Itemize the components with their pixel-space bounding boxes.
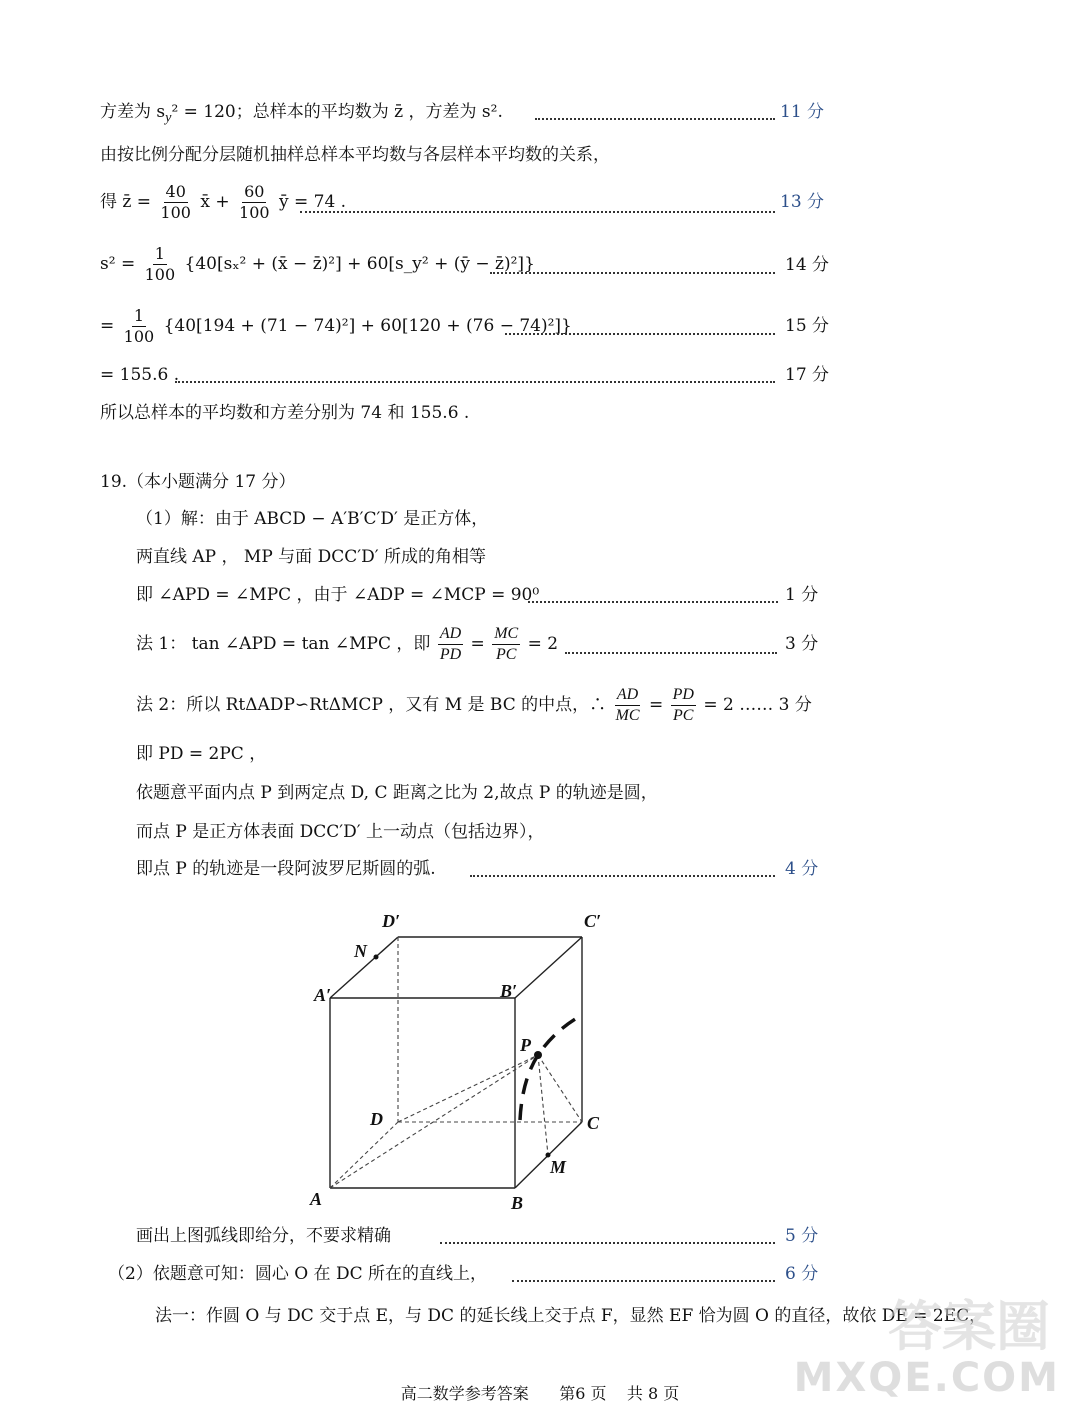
drawing-note: 画出上图弧线即给分，不要求精确 (136, 1226, 391, 1246)
point-P (534, 1051, 542, 1059)
leader-dots (490, 272, 775, 274)
denominator: 100 (123, 327, 155, 346)
label-Bp: B′ (500, 981, 518, 1001)
text: = 2 …… (703, 695, 774, 715)
score-11: 11 分 (780, 102, 825, 122)
text: ² = 120；总样本的平均数为 z̄ ，方差为 s². (171, 102, 503, 122)
leader-dots (512, 1280, 775, 1282)
fraction (143, 244, 178, 285)
leader-dots (528, 601, 778, 603)
text: ȳ = 74 . (278, 192, 347, 212)
score-3a: 3 分 (785, 634, 819, 654)
fraction (671, 685, 696, 726)
part1-angle-eq: 即 ∠APD = ∠MPC ，由于 ∠ADP = ∠MCP = 90⁰ (136, 585, 540, 605)
line-variance-y (100, 100, 503, 129)
cube-diagram (300, 905, 640, 1215)
score-13: 13 分 (780, 192, 825, 212)
label-Ap: A′ (314, 985, 332, 1005)
text: = 2 (527, 634, 559, 654)
point-on-face: 而点 P 是正方体表面 DCC′D′ 上一动点（包括边界）， (136, 822, 545, 842)
fraction (158, 182, 193, 223)
method2 (136, 681, 812, 729)
part1-angles: 两直线 AP ， MP 与面 DCC′D′ 所成的角相等 (136, 547, 486, 567)
leader-dots (175, 381, 775, 383)
cube-figure (300, 905, 640, 1219)
fraction (614, 685, 642, 726)
denominator: 100 (160, 203, 191, 222)
leader-dots (300, 211, 775, 213)
text: {40[sₓ² + (x̄ − z̄)²] + 60[s_y² + (ȳ − z̄)²]} (184, 254, 535, 274)
text: = (648, 695, 664, 715)
score-14: 14 分 (785, 255, 830, 275)
text: x̄ + (200, 192, 230, 212)
text: 法 1： tan ∠APD = tan ∠MPC ，即 (136, 634, 431, 654)
line-relation: 由按比例分配分层随机抽样总样本平均数与各层样本平均数的关系， (100, 145, 610, 165)
line-conclusion: 所以总样本的平均数和方差分别为 74 和 155.6 . (100, 403, 470, 423)
segment-DP (398, 1055, 538, 1122)
edge-BpCp (515, 937, 582, 998)
label-D: D (370, 1109, 383, 1129)
fraction (237, 182, 272, 223)
fraction (122, 306, 157, 347)
label-P: P (520, 1035, 531, 1055)
page-footer (0, 1381, 1080, 1404)
fraction (492, 624, 520, 665)
score-1: 1 分 (785, 585, 819, 605)
score-5: 5 分 (785, 1226, 819, 1246)
apollonius-arc: 即点 P 的轨迹是一段阿波罗尼斯圆的弧. (136, 859, 436, 879)
denominator: PC (673, 707, 694, 724)
line-result: = 155.6 . (100, 365, 180, 385)
footer-title: 高二数学参考答案 (400, 1384, 529, 1403)
text: 方差为 s (100, 102, 166, 122)
part2-method1: 法一：作圆 O 与 DC 交于点 E，与 DC 的延长线上交于点 F，显然 EF 恰为圆 O 的直径，故依 DE = 2EC， (155, 1306, 987, 1326)
question-19-heading: 19.（本小题满分 17 分） (100, 472, 296, 492)
score-4: 4 分 (785, 859, 819, 879)
watermark-logo: 答案圈 (888, 1295, 1050, 1358)
text: = (470, 634, 485, 654)
text: s² = (100, 254, 136, 274)
label-B: B (511, 1193, 524, 1213)
numerator: AD (438, 624, 463, 645)
label-Cp: C′ (584, 911, 602, 931)
text: = (100, 316, 115, 336)
numerator: 40 (165, 182, 186, 201)
label-Dp: D′ (382, 911, 401, 931)
segment-PC (538, 1055, 582, 1122)
label-A: A (310, 1189, 323, 1209)
numerator: 1 (133, 306, 145, 325)
score-6: 6 分 (785, 1264, 819, 1284)
line-variance-formula (100, 240, 535, 288)
segment-PM (538, 1055, 548, 1155)
label-C: C (587, 1113, 600, 1133)
numerator: AD (615, 685, 640, 706)
locus-circle: 依题意平面内点 P 到两定点 D, C 距离之比为 2,故点 P 的轨迹是圆， (136, 783, 658, 803)
text: 得 z̄ = (100, 192, 152, 212)
apollonius-arc-curve (520, 1015, 582, 1120)
line-mean-formula (100, 178, 346, 226)
line-variance-values (100, 302, 572, 350)
label-M: M (550, 1157, 567, 1177)
watermark-text: MXQE.COM (793, 1355, 1060, 1401)
leader-dots (470, 875, 775, 877)
numerator: PD (671, 685, 696, 706)
text: 法 2：所以 RtΔADP∽RtΔMCP ，又有 M 是 BC 的中点，∴ (136, 695, 607, 715)
leader-dots (565, 652, 777, 654)
score-3b: 3 分 (778, 695, 812, 715)
text: {40[194 + (71 − 74)²] + 60[120 + (76 − 74)²]} (163, 316, 572, 336)
denominator: MC (615, 707, 640, 724)
numerator: MC (492, 624, 520, 645)
leader-dots (535, 118, 775, 120)
score-15: 15 分 (785, 316, 830, 336)
denominator: PC (495, 646, 517, 663)
method1 (136, 620, 558, 668)
denominator: 100 (144, 265, 176, 284)
numerator: 1 (154, 244, 165, 263)
leader-dots (505, 333, 775, 335)
score-17: 17 分 (785, 365, 830, 385)
footer-total: 共 8 页 (626, 1384, 680, 1403)
denominator: PD (439, 646, 462, 663)
footer-page: 第6 页 (559, 1384, 607, 1403)
subscript: y (165, 109, 172, 126)
hidden-edge-AD (330, 1122, 398, 1188)
label-N: N (354, 941, 367, 961)
part1-intro: （1）解：由于 ABCD − A′B′C′D′ 是正方体， (136, 509, 489, 529)
point-N (374, 955, 379, 960)
numerator: 60 (244, 182, 265, 201)
pd-eq: 即 PD = 2PC ， (136, 744, 267, 764)
part2-intro: （2）依题意可知：圆心 O 在 DC 所在的直线上， (108, 1264, 488, 1284)
denominator: 100 (239, 203, 270, 222)
leader-dots (440, 1242, 775, 1244)
fraction (438, 624, 463, 665)
